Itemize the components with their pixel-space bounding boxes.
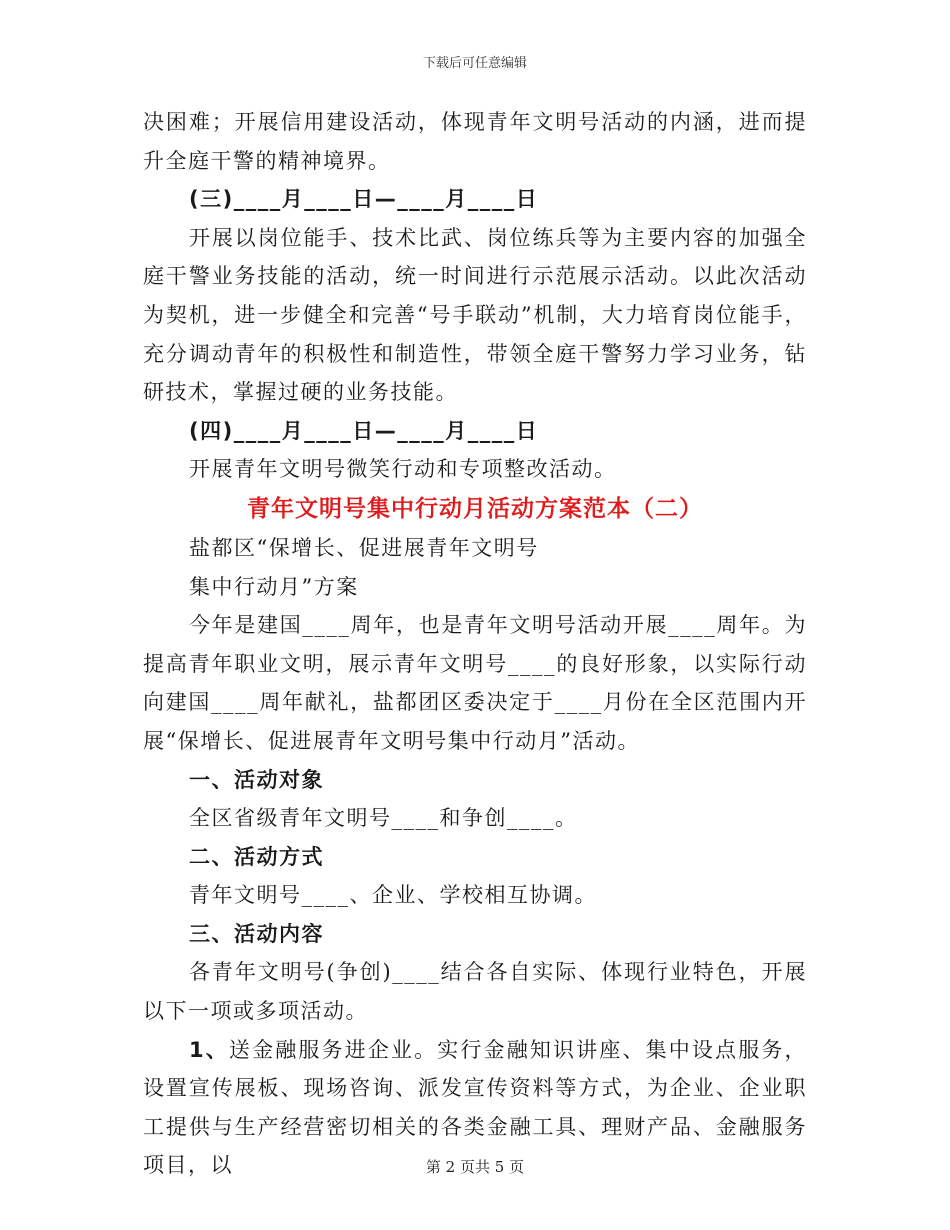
section-3-heading: 三、活动内容 bbox=[189, 921, 324, 946]
paragraph-2: 开展以岗位能手、技术比武、岗位练兵等为主要内容的加强全庭干警业务技能的活动，统一时间进行示范展示活动。以此次活动为契机，进一步健全和完善“号手联动”机制，大力培育岗位能手，充分调动青年的积极性和制造性，带领全庭干警努力学习业务，钻研技术，掌握过硬的业务技能。 bbox=[143, 225, 807, 405]
paragraph-3: 开展青年文明号微笑行动和专项整改活动。 bbox=[189, 457, 617, 482]
item-1-number: 1、 bbox=[189, 1037, 229, 1062]
paragraph-4: 今年是建国____周年，也是青年文明号活动开展____周年。为提高青年职业文明，展示青年文明号____的良好形象，以实际行动向建国____周年献礼，盐都团区委决定于____月份在全区范围内开展“保增长、促进展青年文明号集中行动月”活动。 bbox=[143, 613, 807, 753]
document-title: 青年文明号集中行动月活动方案范本（二） bbox=[247, 495, 703, 522]
page-footer: 第 2 页共 5 页 bbox=[425, 1158, 525, 1176]
paragraph-1: 决困难；开展信用建设活动，体现青年文明号活动的内涵，进而提升全庭干警的精神境界。 bbox=[143, 110, 807, 173]
section-2-text: 青年文明号____、企业、学校相互协调。 bbox=[189, 883, 597, 908]
section-3-text: 各青年文明号(争创)____结合各自实际、体现行业特色，开展以下一项或多项活动。 bbox=[143, 960, 807, 1024]
item-1-text: 送金融服务进企业。实行金融知识讲座、集中设点服务，设置宣传展板、现场咨询、派发宣传资料等方式，为企业、企业职工提供与生产经营密切相关的各类金融工具、理财产品、金融服务项目，以 bbox=[143, 1037, 807, 1178]
section-1-heading: 一、活动对象 bbox=[189, 767, 324, 792]
subtitle-line-1: 盐都区“保增长、促进展青年文明号 bbox=[189, 535, 539, 560]
document-body bbox=[143, 103, 807, 1185]
heading-4: (四)____月____日—____月____日 bbox=[189, 418, 539, 443]
page-header: 下载后可任意编辑 bbox=[422, 56, 527, 71]
subtitle-line-2: 集中行动月”方案 bbox=[189, 574, 359, 599]
heading-3: (三)____月____日—____月____日 bbox=[189, 187, 539, 212]
section-2-heading: 二、活动方式 bbox=[189, 844, 324, 869]
section-1-text: 全区省级青年文明号____和争创____。 bbox=[189, 806, 578, 831]
